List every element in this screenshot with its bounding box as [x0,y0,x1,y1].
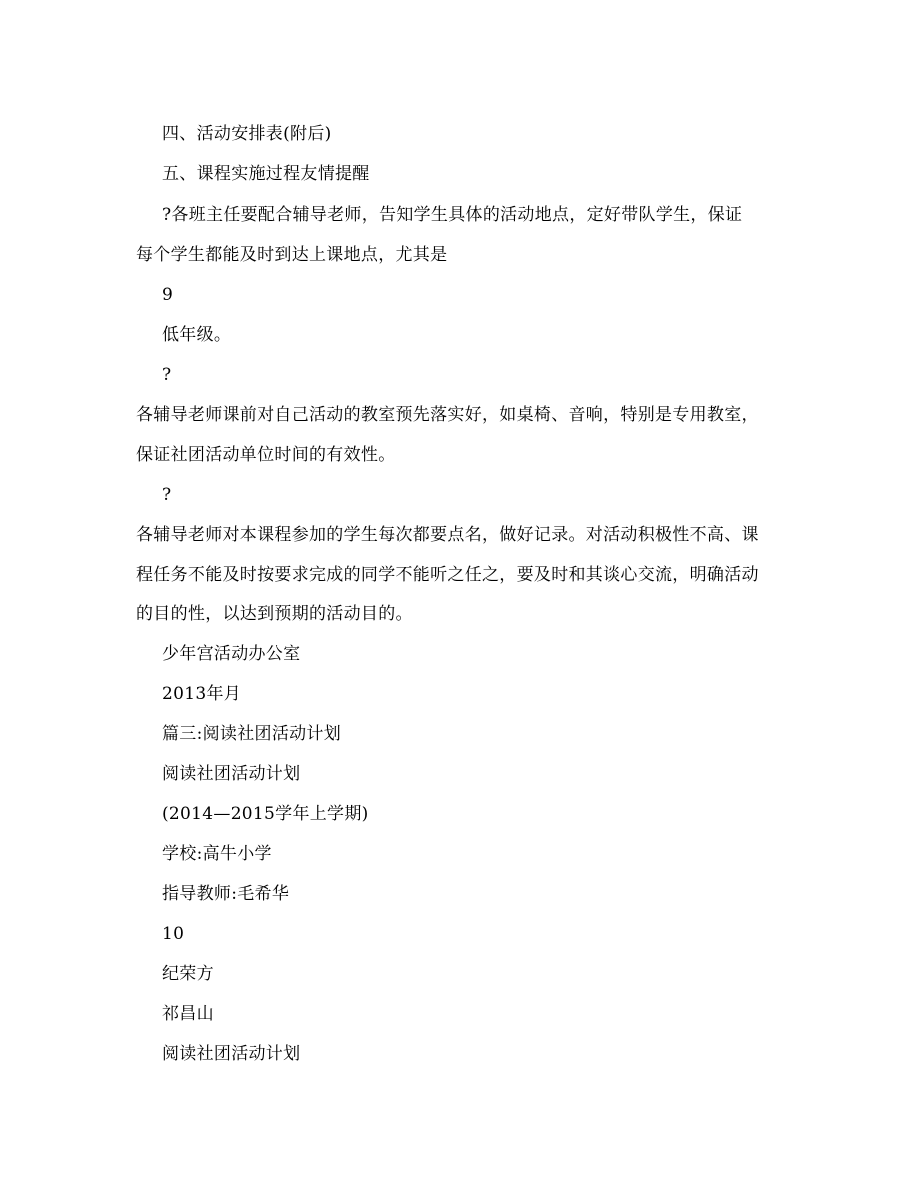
bullet-marker: ? [162,365,172,385]
paragraph-line: 各辅导老师课前对自己活动的教室预先落实好，如桌椅、音响，特别是专用教室， [136,405,759,425]
signature-date: 2013年月 [162,684,242,704]
page-number: 10 [162,924,185,944]
paragraph-line: 程任务不能及时按要求完成的同学不能听之任之，要及时和其谈心交流，明确活动 [136,565,759,585]
bullet-marker: ? [162,485,172,505]
instructor-name: 祁昌山 [162,1004,214,1024]
section-heading-course-reminders: 五、课程实施过程友情提醒 [162,164,370,184]
paragraph-line: 保证社团活动单位时间的有效性。 [136,445,396,465]
plan-title: 阅读社团活动计划 [162,764,301,784]
paragraph-line: ?各班主任要配合辅导老师，告知学生具体的活动地点，定好带队学生，保证 [162,205,743,225]
school-name: 学校:高牛小学 [162,844,272,864]
paragraph-line: 各辅导老师对本课程参加的学生每次都要点名，做好记录。对活动积极性不高、课 [136,525,759,545]
page-number: 9 [162,285,174,305]
paragraph-line: 的目的性，以达到预期的活动目的。 [136,604,413,624]
paragraph-line: 低年级。 [162,325,232,345]
instructor-name: 指导教师:毛希华 [162,884,290,904]
chapter-heading: 篇三:阅读社团活动计划 [162,724,342,744]
signature-office: 少年宫活动办公室 [162,644,301,664]
section-heading-activity-schedule: 四、活动安排表(附后) [162,124,332,144]
plan-term: (2014—2015学年上学期) [162,804,369,824]
instructor-name: 纪荣方 [162,964,214,984]
paragraph-line: 每个学生都能及时到达上课地点，尤其是 [136,245,448,265]
plan-title: 阅读社团活动计划 [162,1044,301,1064]
